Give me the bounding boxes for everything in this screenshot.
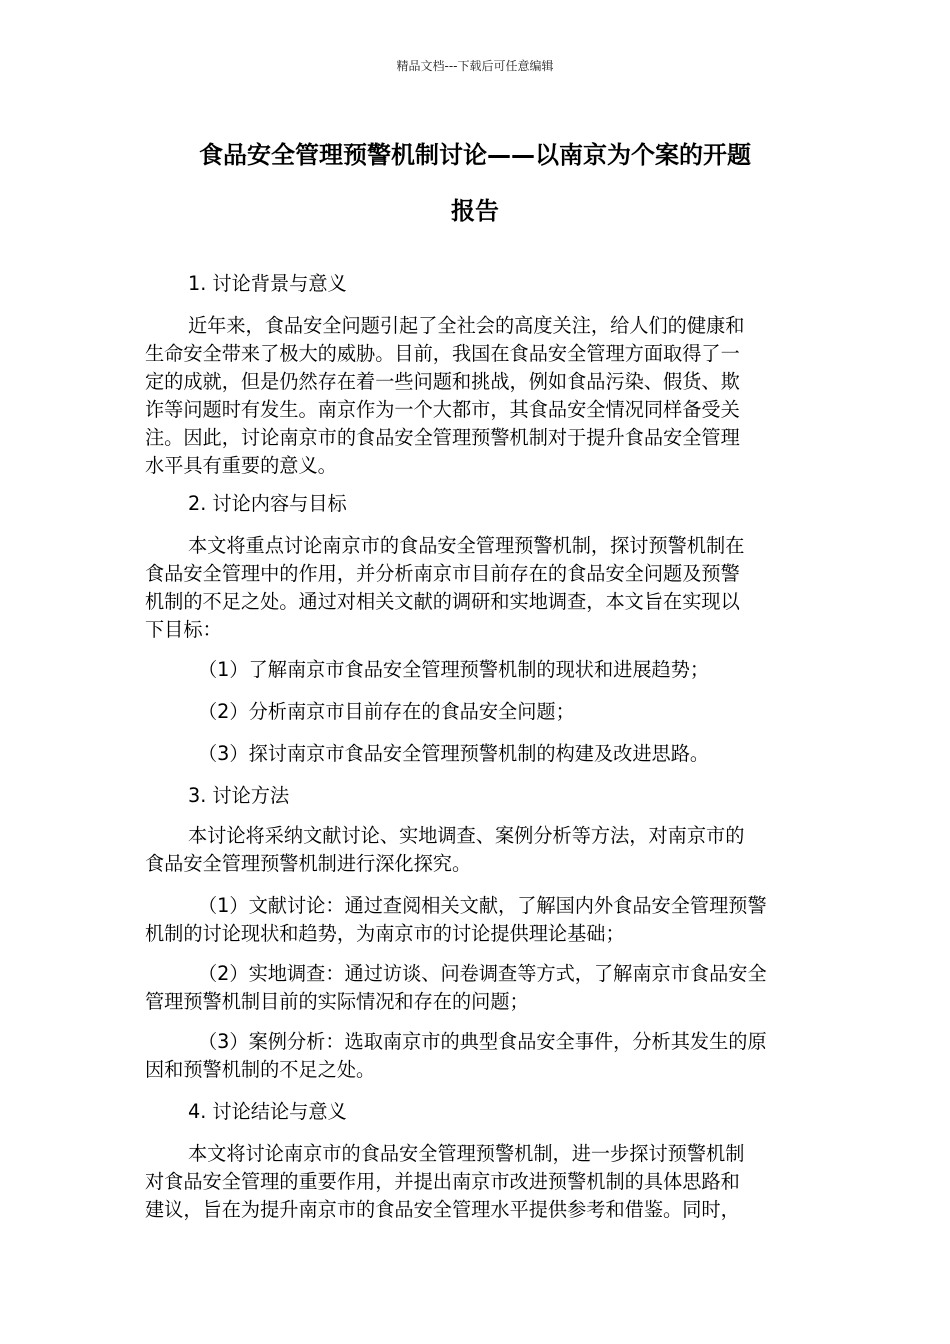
paragraph-line: 近年来，食品安全问题引起了全社会的高度关注，给人们的健康和 [188,314,745,337]
paragraph-line: 建议，旨在为提升南京市的食品安全管理水平提供参考和借鉴。同时， [145,1198,740,1221]
list-item-continuation: 管理预警机制目前的实际情况和存在的问题； [145,990,529,1013]
paragraph-line: 生命安全带来了极大的威胁。目前，我国在食品安全管理方面取得了一 [145,342,740,365]
list-item: （2）实地调查：通过访谈、问卷调查等方式，了解南京市食品安全 [198,962,767,985]
section-heading-content: 2. 讨论内容与目标 [188,492,347,515]
list-item-continuation: 因和预警机制的不足之处。 [145,1058,376,1081]
list-item: （2）分析南京市目前存在的食品安全问题； [198,700,575,723]
paragraph-line: 诈等问题时有发生。南京作为一个大都市，其食品安全情况同样备受关 [145,398,740,421]
paragraph-line: 本讨论将采纳文献讨论、实地调查、案例分析等方法，对南京市的 [188,824,745,847]
paragraph-line: 食品安全管理中的作用，并分析南京市目前存在的食品安全问题及预警 [145,562,740,585]
paragraph-line: 下目标： [145,618,222,641]
list-item: （3）案例分析：选取南京市的典型食品安全事件，分析其发生的原 [198,1030,767,1053]
paragraph-line: 水平具有重要的意义。 [145,454,337,477]
page-header: 精品文档---下载后可任意编辑 [396,59,554,73]
paragraph-line: 本文将重点讨论南京市的食品安全管理预警机制，探讨预警机制在 [188,534,745,557]
paragraph-line: 对食品安全管理的重要作用，并提出南京市改进预警机制的具体思路和 [145,1170,740,1193]
paragraph-line: 机制的不足之处。通过对相关文献的调研和实地调查，本文旨在实现以 [145,590,740,613]
list-item: （1）了解南京市食品安全管理预警机制的现状和进展趋势； [198,658,710,681]
section-heading-conclusion: 4. 讨论结论与意义 [188,1100,347,1123]
list-item: （3）探讨南京市食品安全管理预警机制的构建及改进思路。 [198,742,710,765]
section-heading-method: 3. 讨论方法 [188,784,290,807]
document-title-line-2: 报告 [451,197,499,225]
list-item: （1）文献讨论：通过查阅相关文献，了解国内外食品安全管理预警 [198,894,767,917]
document-title-line-1: 食品安全管理预警机制讨论——以南京为个案的开题 [199,141,751,169]
list-item-continuation: 机制的讨论现状和趋势，为南京市的讨论提供理论基础； [145,922,625,945]
paragraph-line: 食品安全管理预警机制进行深化探究。 [145,852,472,875]
section-heading-background: 1. 讨论背景与意义 [188,272,347,295]
paragraph-line: 注。因此，讨论南京市的食品安全管理预警机制对于提升食品安全管理 [145,426,740,449]
paragraph-line: 定的成就，但是仍然存在着一些问题和挑战，例如食品污染、假货、欺 [145,370,740,393]
paragraph-line: 本文将讨论南京市的食品安全管理预警机制，进一步探讨预警机制 [188,1142,745,1165]
